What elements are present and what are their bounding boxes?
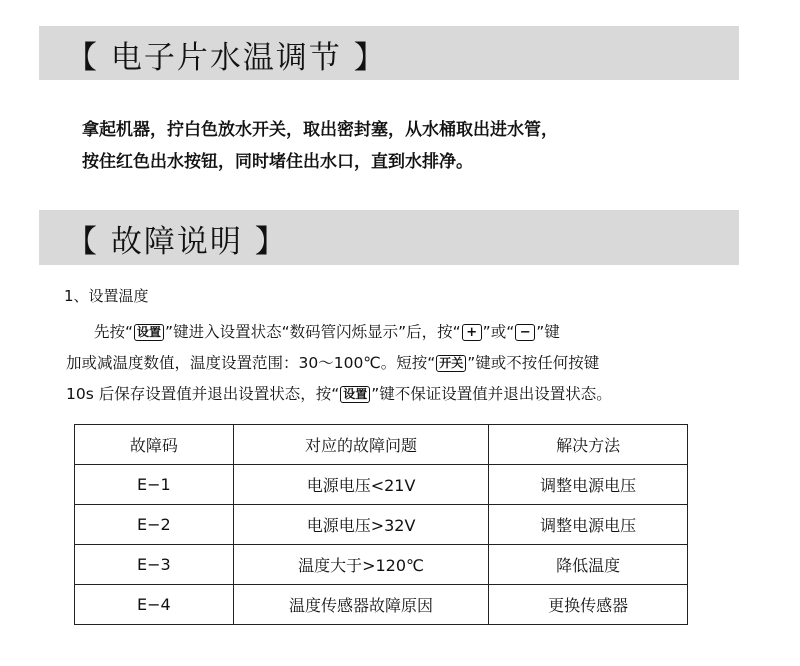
text-segment: ”键 [536, 323, 560, 341]
fault-code-cell: E−1 [75, 465, 234, 505]
minus-key-icon: − [515, 324, 535, 341]
table-row [75, 465, 688, 505]
instruction-line-2 [66, 351, 599, 373]
table-row [75, 585, 688, 625]
fault-problem-cell: 电源电压<21V [233, 465, 489, 505]
fault-code-cell: E−2 [75, 505, 234, 545]
fault-code-table [74, 424, 688, 625]
text-segment: ”或“ [482, 323, 515, 341]
fault-solution-cell: 调整电源电压 [489, 465, 688, 505]
paragraph-line-1: 拿起机器，拧白色放水开关，取出密封塞，从水桶取出进水管， [82, 120, 558, 140]
table-header-row [75, 425, 688, 465]
column-header: 对应的故障问题 [233, 425, 489, 465]
plus-key-icon: + [462, 324, 482, 341]
text-segment: 先按“ [94, 323, 134, 341]
set-key-icon: 设置 [134, 324, 164, 341]
section-title-water-temp: 【 电子片水温调节 】 [66, 40, 387, 76]
fault-solution-cell: 降低温度 [489, 545, 688, 585]
text-segment: ”键进入设置状态“数码管闪烁显示”后，按“ [165, 323, 461, 341]
fault-code-cell: E−4 [75, 585, 234, 625]
column-header: 故障码 [75, 425, 234, 465]
fault-code-cell: E−3 [75, 545, 234, 585]
instruction-line-1 [94, 320, 560, 342]
column-header: 解决方法 [489, 425, 688, 465]
text-segment: ”键或不按任何按键 [467, 354, 600, 372]
fault-problem-cell: 温度大于>120℃ [233, 545, 489, 585]
fault-solution-cell: 调整电源电压 [489, 505, 688, 545]
table-row [75, 545, 688, 585]
fault-solution-cell: 更换传感器 [489, 585, 688, 625]
instruction-line-3 [66, 382, 612, 404]
text-segment: ”键不保证设置值并退出设置状态。 [371, 385, 612, 403]
fault-problem-cell: 温度传感器故障原因 [233, 585, 489, 625]
text-segment: 10s 后保存设置值并退出设置状态，按“ [66, 385, 340, 403]
section-title-fault: 【 故障说明 】 [66, 224, 288, 260]
table-row [75, 505, 688, 545]
paragraph-line-2: 按住红色出水按钮，同时堵住出水口，直到水排净。 [82, 152, 473, 172]
step-title: 1、设置温度 [64, 287, 149, 305]
fault-problem-cell: 电源电压>32V [233, 505, 489, 545]
set-key-icon: 设置 [340, 386, 370, 403]
power-key-icon: 开关 [436, 355, 466, 372]
text-segment: 加或减温度数值，温度设置范围：30～100℃。短按“ [66, 354, 436, 372]
